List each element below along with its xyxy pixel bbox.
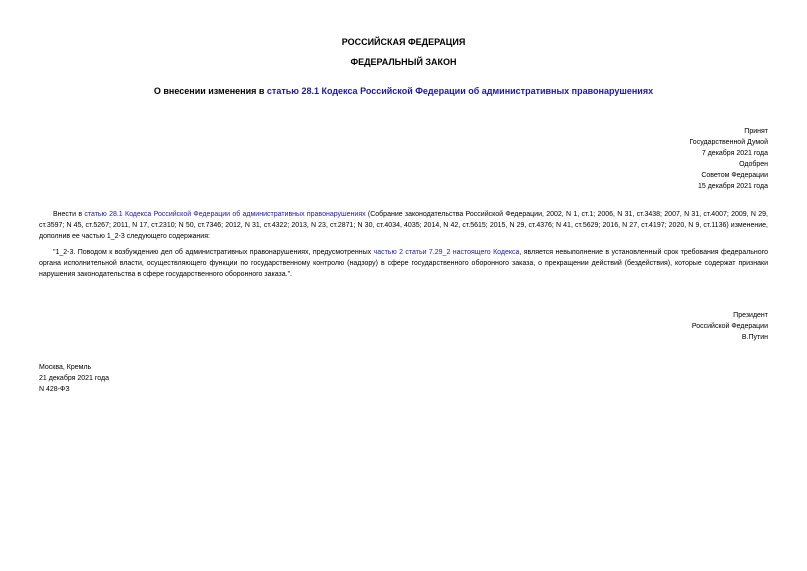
law-title-prefix: О внесении изменения в <box>153 86 267 96</box>
law-title-link[interactable]: статью 28.1 Кодекса Российской Федерации об административных правонарушениях <box>266 86 654 96</box>
law-title <box>0 86 807 96</box>
signer-country: Российской Федерации <box>691 323 768 330</box>
p1-article-link[interactable]: статью 28.1 Кодекса Российской Федерации об административных правонарушениях <box>84 211 366 218</box>
adopted-label: Принят <box>744 128 768 135</box>
signer-name: В.Путин <box>741 334 768 341</box>
paragraph-amendment <box>39 209 768 242</box>
signature-block <box>692 310 768 343</box>
place: Москва, Кремль <box>39 364 92 371</box>
p1-prefix: Внести в <box>53 211 85 218</box>
adopted-date: 7 декабря 2021 года <box>701 150 768 157</box>
law-number: N 428-ФЗ <box>39 386 70 393</box>
paragraph-new-part <box>39 247 768 280</box>
signer-title: Президент <box>733 312 768 319</box>
doc-type-heading: ФЕДЕРАЛЬНЫЙ ЗАКОН <box>350 57 457 67</box>
approved-date: 15 декабря 2021 года <box>697 183 768 190</box>
p1-rest: (Собрание законодательства Российской Федерации, 2002, N 1, ст.1; 2006, N 31, ст.3438; 2007, N 31, ст.4007; 2009, N 29, ст.3597; N 45, ст.5267; 2011, N 17, ст.2310; N 50, ст.7346; 2012, N 31, ст.4322; 2013, N 23, ст.2871; N 30, ст.4034, 4035; 2014, N 42, ст.5615; 2015, N 29, ст.4376; N 41, ст.5629; 2016, N 27, ст.4197; 2020, N 9, ст.1136) изменение, дополнив ее частью 1_2-3 следующего содержания: <box>39 211 768 240</box>
p2-prefix: "1_2-3. Поводом к возбуждению дел об административных правонарушениях, предусмотренных <box>53 249 374 256</box>
approved-label: Одобрен <box>739 161 768 168</box>
adopted-by: Государственной Думой <box>689 139 768 146</box>
sign-date: 21 декабря 2021 года <box>39 375 110 382</box>
adoption-block <box>689 126 768 192</box>
place-date-block <box>39 362 109 395</box>
country-heading: РОССИЙСКАЯ ФЕДЕРАЦИЯ <box>341 37 466 47</box>
p2-rest: , является невыполнение в установленный срок требования федерального органа исполнительной власти, осуществляющего функции по государственному контролю (надзору) в сфере государственного оборонного заказа, о прекращении действий (бездействия), которые содержат признаки нарушения законодательства в сфере государственного оборонного заказа.". <box>39 249 768 278</box>
p2-article-link[interactable]: частью 2 статьи 7.29_2 настоящего Кодекса <box>373 249 520 256</box>
approved-by: Советом Федерации <box>701 172 768 179</box>
